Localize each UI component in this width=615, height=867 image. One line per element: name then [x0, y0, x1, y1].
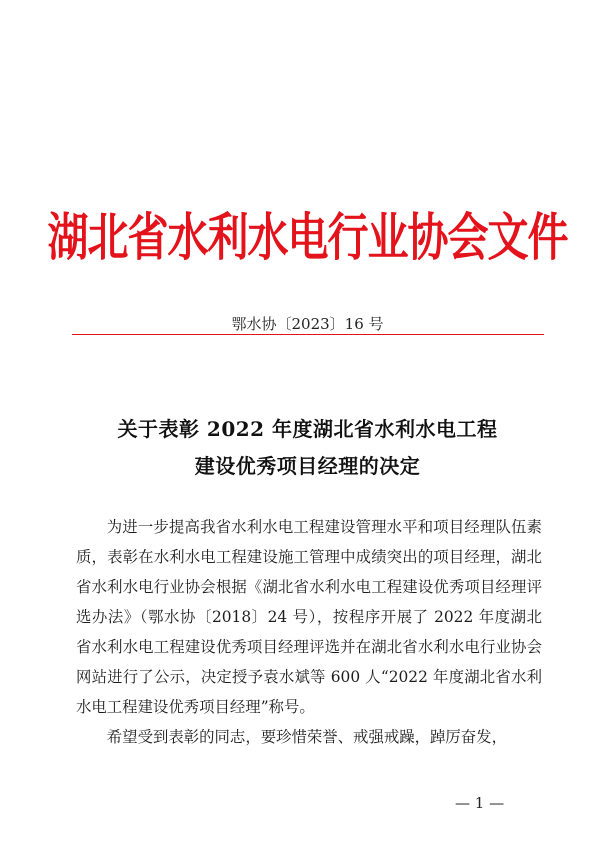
page-number: — 1 — — [455, 794, 505, 812]
red-divider-line — [72, 334, 544, 335]
document-number: 鄂水协〔2023〕16 号 — [231, 315, 384, 333]
document-title-line-1: 关于表彰 2022 年度湖北省水利水电工程 — [117, 417, 498, 441]
body-paragraph-2: 希望受到表彰的同志，要珍惜荣誉、戒强戒躁，踔厉奋发， — [106, 728, 507, 746]
body-paragraph-1: 为进一步提高我省水利水电工程建设管理水平和项目经理队伍素质，表彰在水利水电工程建设施工管理中成绩突出的项目经理，湖北省水利水电行业协会根据《湖北省水利水电工程建设优秀项目经理评选办法》（鄂水协〔2018〕24 号），按程序开展了 2022 年度湖北省水利水电工程建设优秀项目经理评选并在湖北省水利水电行业协会网站进行了公示，决定授予袁水斌等 600 人“2022 年度湖北省水利水电工程建设优秀项目经理”称号。 — [76, 518, 542, 716]
document-body — [76, 512, 542, 752]
document-title-line-2: 建设优秀项目经理的决定 — [194, 454, 421, 478]
issuer-header-title: 湖北省水利水电行业协会文件 — [47, 207, 568, 268]
